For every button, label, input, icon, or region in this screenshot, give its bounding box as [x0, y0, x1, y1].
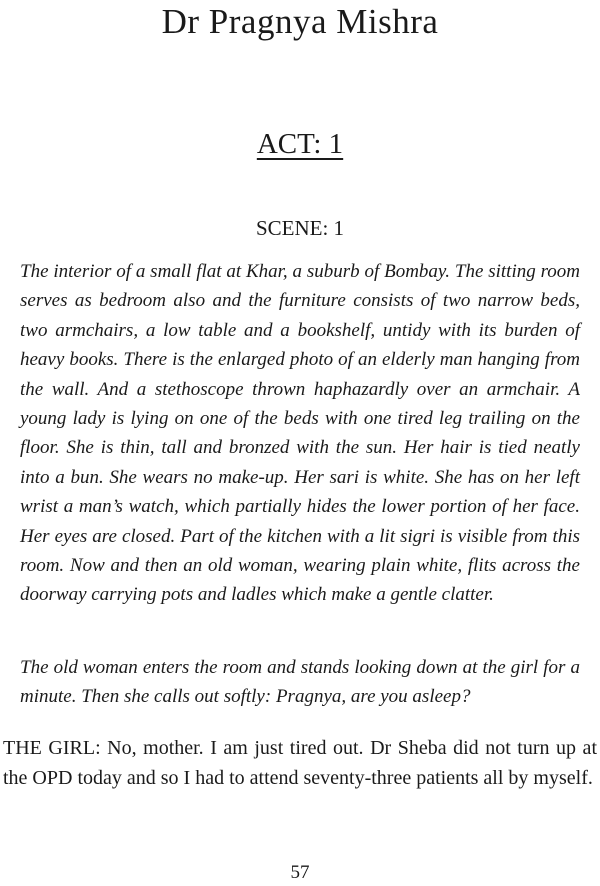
- page-title: Dr Pragnya Mishra: [161, 2, 439, 41]
- dialogue-paragraph: THE GIRL: No, mother. I am just tired out. Dr Sheba did not turn up at the OPD today and so I had to attend seventy-three patients all by myself.: [3, 737, 597, 789]
- act-heading-text: ACT: 1: [256, 128, 344, 160]
- page-number: 57: [290, 862, 310, 883]
- scene-heading: SCENE: 1: [255, 216, 345, 240]
- act-heading: [0, 128, 600, 161]
- stage-direction-paragraph: The old woman enters the room and stands looking down at the girl for a minute. Then she calls out softly: Pragnya, are you asleep?: [20, 657, 580, 708]
- stage-direction-paragraph: The interior of a small flat at Khar, a suburb of Bombay. The sitting room serves as bedroom also and the furniture consists of two narrow beds, two armchairs, a low table and a bookshelf, untidy with its burden of heavy books. There is the enlarged photo of an elderly man hanging from the wall. And a stethoscope thrown haphazardly over an armchair. A young lady is lying on one of the beds with one tired leg trailing on the floor. She is thin, tall and bronzed with the sun. Her hair is tied neatly into a bun. She wears no make-up. Her sari is white. She has on her left wrist a man’s watch, which partially hides the lower portion of her face. Her eyes are closed. Part of the kitchen with a lit sigri is visible from this room. Now and then an old woman, wearing plain white, flits across the doorway carrying pots and ladles which make a gentle clatter.: [20, 261, 580, 606]
